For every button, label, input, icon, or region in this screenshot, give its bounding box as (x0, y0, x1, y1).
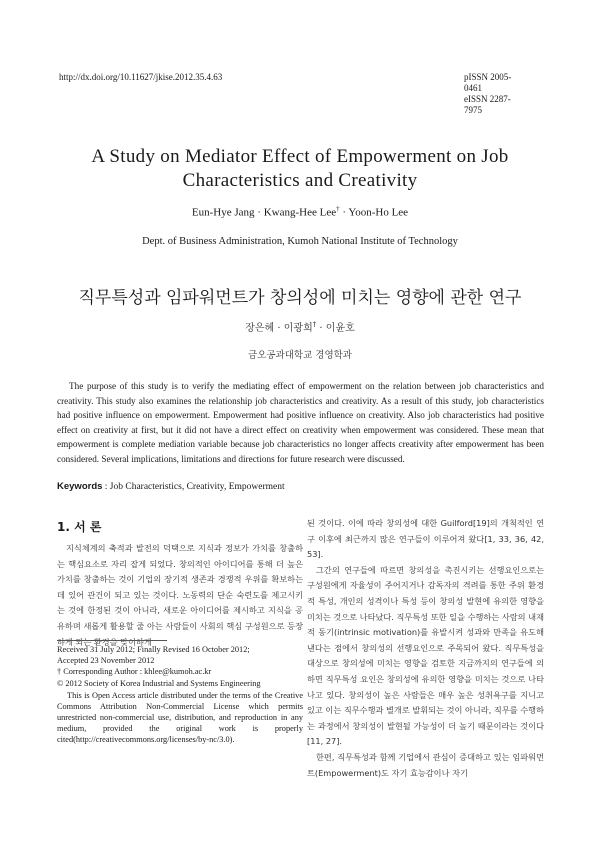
open-access-notice (57, 690, 303, 745)
keywords (57, 481, 285, 492)
korean-affiliation: 금오공과대학교 경영학과 (248, 350, 352, 361)
korean-author-2: 이광희 (283, 323, 313, 334)
author-2: Kwang-Hee Lee (263, 206, 337, 219)
korean-title: 직무특성과 임파워먼트가 창의성에 미치는 영향에 관한 연구 (78, 288, 522, 308)
received-date: Received 31 July 2012; Finally Revised 16 October 2012; (57, 645, 250, 654)
copyright-notice: © 2012 Society of Korea Industrial and Systems Engineering (57, 679, 261, 688)
issn-block (464, 72, 528, 116)
keywords-text: : Job Characteristics, Creativity, Empowerment (104, 482, 285, 492)
abstract: The purpose of this study is to verify the mediating effect of empowerment on the relation between job characteristics and creativity. This study also examines the relationship job characteristics and creativity. As a result of this study, job characteristics had positive influence on empowerment. Empowerment had positive influence on creativity. Also job characteristics had positive effect on creativity at first, but it did not have a direct effect on creativity when empowerment was considered. These mean that empowerment is complete mediation variable because job characteristics no longer affects creativity after empowerment has been considered. Several implications, limitations and directions for future research were discussed. (57, 381, 544, 464)
author-3: Yoon-Ho Lee (348, 206, 409, 219)
eissn: eISSN 2287-7975 (464, 94, 511, 115)
intro-right-paragraph-3: 한편, 직무특성과 함께 기업에서 관심이 증대하고 있는 임파워먼트(Empowerment)도 자기 효능감이나 자기 (307, 751, 544, 778)
corresponding-mark: † (312, 320, 317, 329)
intro-right-paragraph-2: 그간의 연구들에 따르면 창의성을 촉진시키는 선행요인으로는 구성원에게 자율성이 주어지거나 감독자의 격려를 통한 주위 환경적 특성, 개인의 성격이나 특성 등이 창의성 발현에 유의한 영향을 미치는 것으로 나타났다. 직무특성 또한 일을 수행하는 사람의 내재적 동기(intrinsic motivation)를 유발시켜 성과와 만족을 유도해낸다는 점에서 창의성의 선행요인으로 주목되어 왔다. 직무특성을 대상으로 창의성에 미치는 영향을 검토한 지금까지의 연구들에 의하면 직무특성 요인은 창의성에 유의한 영향을 미치는 것으로 나타나고 있다. 창의성이 높은 사람들은 매우 높은 성취욕구를 지니고 있고 이는 직무수행과 별개로 발휘되는 것이 아니라, 직무를 수행하는 과정에서 창의성이 발현될 가능성이 더 높기 때문이라는 것이다[11, 27]. (307, 564, 544, 747)
keywords-label: Keywords (57, 481, 103, 492)
intro-left-paragraph: 지식체계의 축적과 발전의 덕택으로 지식과 정보가 가치를 창출하는 핵심요소로 자리 잡게 되었다. 창의적인 아이디어를 통해 더 높은 가치를 창출하는 것이 기업의 장기적 생존과 경쟁적 우위를 확보하는 데 있어 관건이 되고 있는 것이다. 노동력의 단순 숙련도를 제고시키는 것에 한정된 것이 아니라, 새로운 아이디어를 제시하고 지식을 공유하며 새롭게 활용할 줄 아는 사람들이 사회의 핵심 구성원으로 등장하게 되는 환경을 맞이하게 (57, 543, 303, 647)
korean-author-1: 장은혜 (245, 323, 275, 334)
corresponding-author: † Corresponding Author : khlee@kumoh.ac.kr (57, 667, 212, 676)
pissn: pISSN 2005-0461 (464, 72, 512, 93)
corresponding-mark: † (336, 205, 340, 213)
korean-author-3: 이윤호 (325, 323, 355, 334)
title-line-1: A Study on Mediator Effect of Empowerment on Job (91, 146, 509, 167)
open-access-text: This is Open Access article distributed under the terms of the Creative Commons Attribution Non-Commercial License which permits unrestricted non-commercial use, distribution, and reproduction in any medium, provided the original work is properly cited(http://creativecommons.org/licenses/by-nc/3.0). (57, 691, 303, 744)
author-separator: · (257, 206, 261, 219)
footnote-divider (57, 640, 167, 641)
author-separator: · (342, 206, 347, 219)
paper-title (40, 145, 560, 193)
author-list (0, 205, 600, 219)
title-line-2: Characteristics and Creativity (182, 170, 418, 191)
affiliation: Dept. of Business Administration, Kumoh National Institute of Technology (142, 236, 458, 247)
accepted-date: Accepted 23 November 2012 (57, 656, 155, 665)
intro-right-column (307, 516, 544, 781)
author-separator: · (319, 323, 323, 334)
doi-link[interactable]: http://dx.doi.org/10.11627/jkise.2012.35.4.63 (59, 72, 223, 82)
author-separator: · (277, 323, 281, 334)
section-heading: 1. 서 론 (57, 520, 102, 534)
intro-right-paragraph-1: 된 것이다. 이에 따라 창의성에 대한 Guilford[19]의 개척적인 연구 이후에 최근까지 많은 연구들이 이루어져 왔다[1, 33, 36, 42, 53]. (307, 518, 544, 560)
author-1: Eun-Hye Jang (191, 206, 255, 219)
korean-author-list (0, 319, 600, 334)
